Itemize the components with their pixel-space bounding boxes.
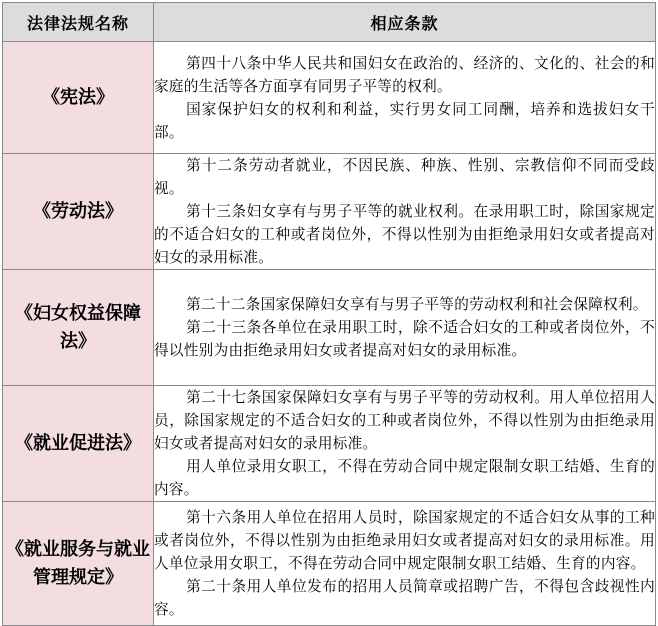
table-row — [3, 42, 656, 154]
header-clause: 相应条款 — [154, 3, 656, 42]
clause-cell — [154, 386, 656, 502]
law-name-cell: 《妇女权益保障法》 — [3, 270, 154, 386]
clause-cell — [154, 154, 656, 270]
clause-cell — [154, 270, 656, 386]
clause-cell — [154, 502, 656, 626]
clause-cell — [154, 42, 656, 154]
clause-paragraph: 第十二条劳动者就业，不因民族、种族、性别、宗教信仰不同而受歧视。 — [154, 157, 655, 197]
law-clause-table — [2, 2, 656, 626]
table-header-row — [3, 3, 656, 42]
law-name-cell: 《就业促进法》 — [3, 386, 154, 502]
clause-paragraph: 第十六条用人单位在招用人员时，除国家规定的不适合妇女从事的工种或者岗位外，不得以性别为由拒绝录用妇女或者提高对妇女的录用标准。用人单位录用女职工，不得在劳动合同中规定限制女职工结婚、生育的内容。 — [154, 509, 655, 572]
clause-paragraph: 第二十三条各单位在录用职工时，除不适合妇女的工种或者岗位外，不得以性别为由拒绝录用妇女或者提高对妇女的录用标准。 — [154, 319, 655, 359]
clause-paragraph: 国家保护妇女的权利和利益，实行男女同工同酬，培养和选拔妇女干部。 — [154, 100, 655, 141]
clause-paragraph: 第二十二条国家保障妇女享有与男子平等的劳动权利和社会保障权利。 — [186, 296, 648, 313]
clause-paragraph: 第二十条用人单位发布的招用人员简章或招聘广告，不得包含歧视性内容。 — [154, 578, 655, 618]
clause-paragraph: 第二十七条国家保障妇女享有与男子平等的劳动权利。用人单位招用人员，除国家规定的不适合妇女的工种或者岗位外，不得以性别为由拒绝录用妇女或者提高对妇女的录用标准。 — [154, 389, 655, 452]
law-name-cell: 《就业服务与就业管理规定》 — [3, 502, 154, 626]
law-name-cell: 《宪法》 — [3, 42, 154, 154]
table-row — [3, 270, 656, 386]
header-law-name: 法律法规名称 — [3, 3, 154, 42]
clause-paragraph: 第十三条妇女享有与男子平等的就业权利。在录用职工时，除国家规定的不适合妇女的工种或者岗位外，不得以性别为由拒绝录用妇女或者提高对妇女的录用标准。 — [154, 203, 655, 266]
table-row — [3, 502, 656, 626]
clause-paragraph: 第四十八条中华人民共和国妇女在政治的、经济的、文化的、社会的和家庭的生活等各方面享有同男子平等的权利。 — [154, 54, 655, 95]
table-row — [3, 386, 656, 502]
table-row — [3, 154, 656, 270]
law-name-cell: 《劳动法》 — [3, 154, 154, 270]
clause-paragraph: 用人单位录用女职工，不得在劳动合同中规定限制女职工结婚、生育的内容。 — [154, 458, 655, 498]
